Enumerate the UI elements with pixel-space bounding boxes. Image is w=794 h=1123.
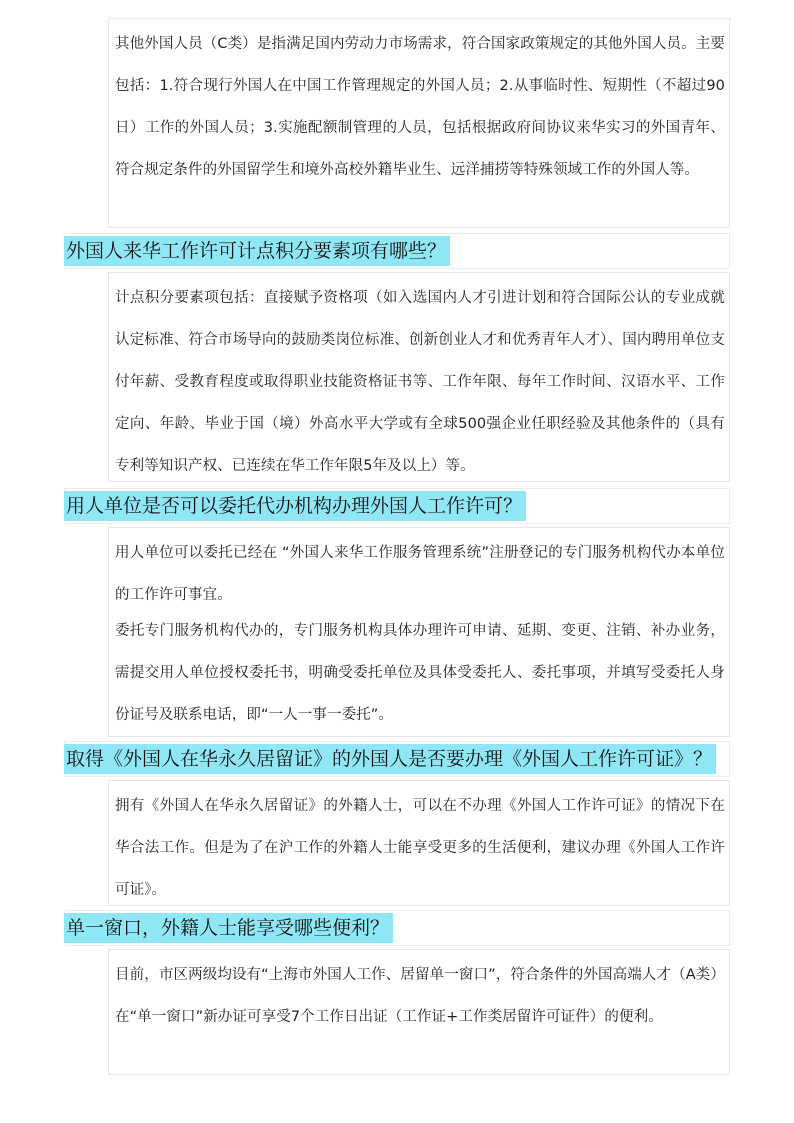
content-block-c-class xyxy=(108,18,730,228)
heading-agency: 用人单位是否可以委托代办机构办理外国人工作许可？ xyxy=(64,491,526,521)
content-block-permanent-residence xyxy=(108,780,730,906)
paragraph-permanent-residence: 拥有《外国人在华永久居留证》的外籍人士，可以在不办理《外国人工作许可证》的情况下在华合法工作。但是为了在沪工作的外籍人士能享受更多的生活便利，建议办理《外国人工作许可证》。 xyxy=(115,798,725,898)
paragraph-points-factors: 计点积分要素项包括：直接赋予资格项（如入选国内人才引进计划和符合国际公认的专业成就认定标准、符合市场导向的鼓励类岗位标准、创新创业人才和优秀青年人才）、国内聘用单位支付年薪、受教育程度或取得职业技能资格证书等、工作年限、每年工作时间、汉语水平、工作定向、年龄、毕业于国（境）外高水平大学或有全球500强企业任职经验及其他条件的（具有专利等知识产权、已连续在华工作年限5年及以上）等。 xyxy=(115,290,725,474)
content-block-agency xyxy=(108,527,730,737)
paragraph-c-class: 其他外国人员（C类）是指满足国内劳动力市场需求，符合国家政策规定的其他外国人员。主要包括：1.符合现行外国人在中国工作管理规定的外国人员；2.从事临时性、短期性（不超过90日）工作的外国人员；3.实施配额制管理的人员，包括根据政府间协议来华实习的外国青年、符合规定条件的外国留学生和境外高校外籍毕业生、远洋捕捞等特殊领域工作的外国人等。 xyxy=(115,36,725,178)
paragraph-agency-1: 用人单位可以委托已经在 “外国人来华工作服务管理系统”注册登记的专门服务机构代办本单位的工作许可事宜。 xyxy=(115,545,725,603)
heading-points-factors: 外国人来华工作许可计点积分要素项有哪些？ xyxy=(64,236,450,266)
paragraph-agency-2: 委托专门服务机构代办的，专门服务机构具体办理许可申请、延期、变更、注销、补办业务，需提交用人单位授权委托书，明确受委托单位及具体受委托人、委托事项，并填写受委托人身份证号及联系电话，即“一人一事一委托”。 xyxy=(115,623,725,723)
heading-permanent-residence: 取得《外国人在华永久居留证》的外国人是否要办理《外国人工作许可证》？ xyxy=(64,744,716,774)
content-block-points xyxy=(108,272,730,482)
heading-single-window: 单一窗口，外籍人士能享受哪些便利？ xyxy=(64,913,393,943)
content-block-single-window xyxy=(108,949,730,1075)
paragraph-single-window: 目前，市区两级均设有“上海市外国人工作、居留单一窗口”，符合条件的外国高端人才（A类）在“单一窗口”新办证可享受7个工作日出证（工作证+工作类居留许可证件）的便利。 xyxy=(115,967,725,1025)
